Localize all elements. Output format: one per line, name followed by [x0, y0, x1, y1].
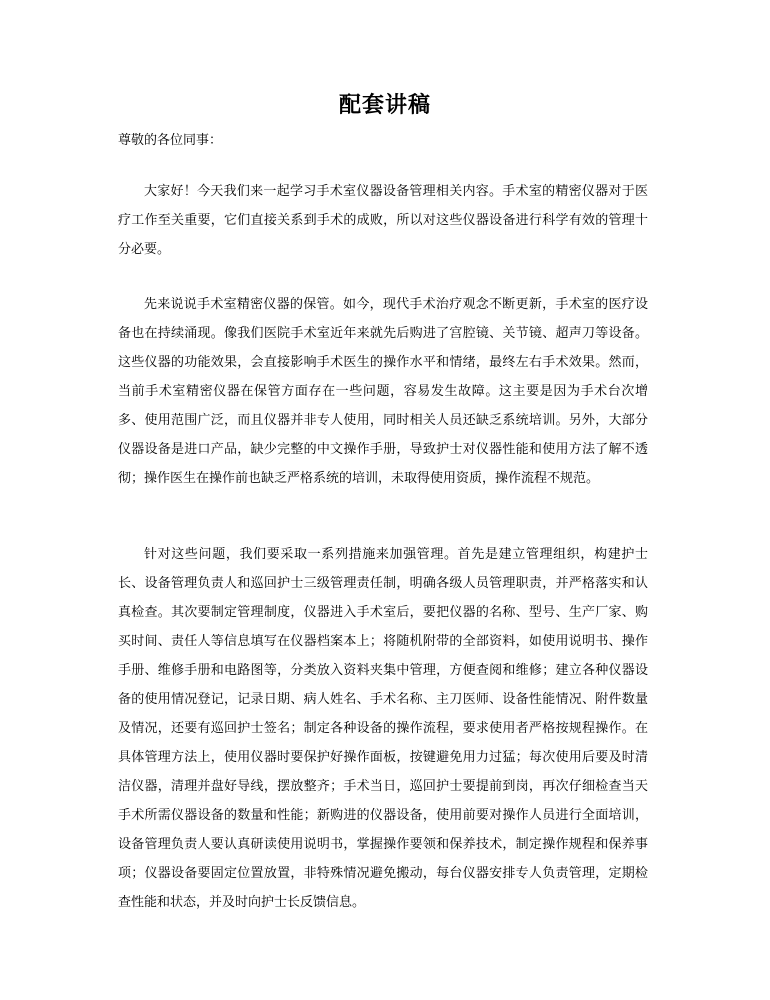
greeting-text: 尊敬的各位同事：	[118, 133, 223, 148]
paragraph-management-measures: 针对这些问题，我们要采取一系列措施来加强管理。首先是建立管理组织，构建护士长、设备管理负责人和巡回护士三级管理责任制，明确各级人员管理职责，并严格落实和认真检查。其次要制定管理制度，仪器进入手术室后，要把仪器的名称、型号、生产厂家、购买时间、责任人等信息填写在仪器档案本上；将随机附带的全部资料，如使用说明书、操作手册、维修手册和电路图等，分类放入资料夹集中管理，方便查阅和维修；建立各种仪器设备的使用情况登记，记录日期、病人姓名、手术名称、主刀医师、设备性能情况、附件数量及情况，还要有巡回护士签名；制定各种设备的操作流程，要求使用者严格按规程操作。在具体管理方法上，使用仪器时要保护好操作面板，按键避免用力过猛；每次使用后要及时清洁仪器，清理并盘好导线，摆放整齐；手术当日，巡回护士要提前到岗，再次仔细检查当天手术所需仪器设备的数量和性能；新购进的仪器设备，使用前要对操作人员进行全面培训，设备管理负责人要认真研读使用说明书，掌握操作要领和保养技术，制定操作规程和保养事项；仪器设备要固定位置放置，非特殊情况避免搬动，每台仪器安排专人负责管理，定期检查性能和状态，并及时向护士长反馈信息。	[118, 547, 648, 910]
paragraph-storage-issues: 先来说说手术室精密仪器的保管。如今，现代手术治疗观念不断更新，手术室的医疗设备也在持续涌现。像我们医院手术室近年来就先后购进了宫腔镜、关节镜、超声刀等设备。这些仪器的功能效果，会直接影响手术医生的操作水平和情绪，最终左右手术效果。然而，当前手术室精密仪器在保管方面存在一些问题，容易发生故障。这主要是因为手术台次增多、使用范围广泛，而且仪器并非专人使用，同时相关人员还缺乏系统培训。另外，大部分仪器设备是进口产品，缺少完整的中文操作手册，导致护士对仪器性能和使用方法了解不透彻；操作医生在操作前也缺乏严格系统的培训，未取得使用资质，操作流程不规范。	[118, 297, 648, 486]
paragraph-introduction: 大家好！今天我们来一起学习手术室仪器设备管理相关内容。手术室的精密仪器对于医疗工作至关重要，它们直接关系到手术的成败，所以对这些仪器设备进行科学有效的管理十分必要。	[118, 184, 648, 257]
document-title: 配套讲稿	[338, 92, 431, 118]
